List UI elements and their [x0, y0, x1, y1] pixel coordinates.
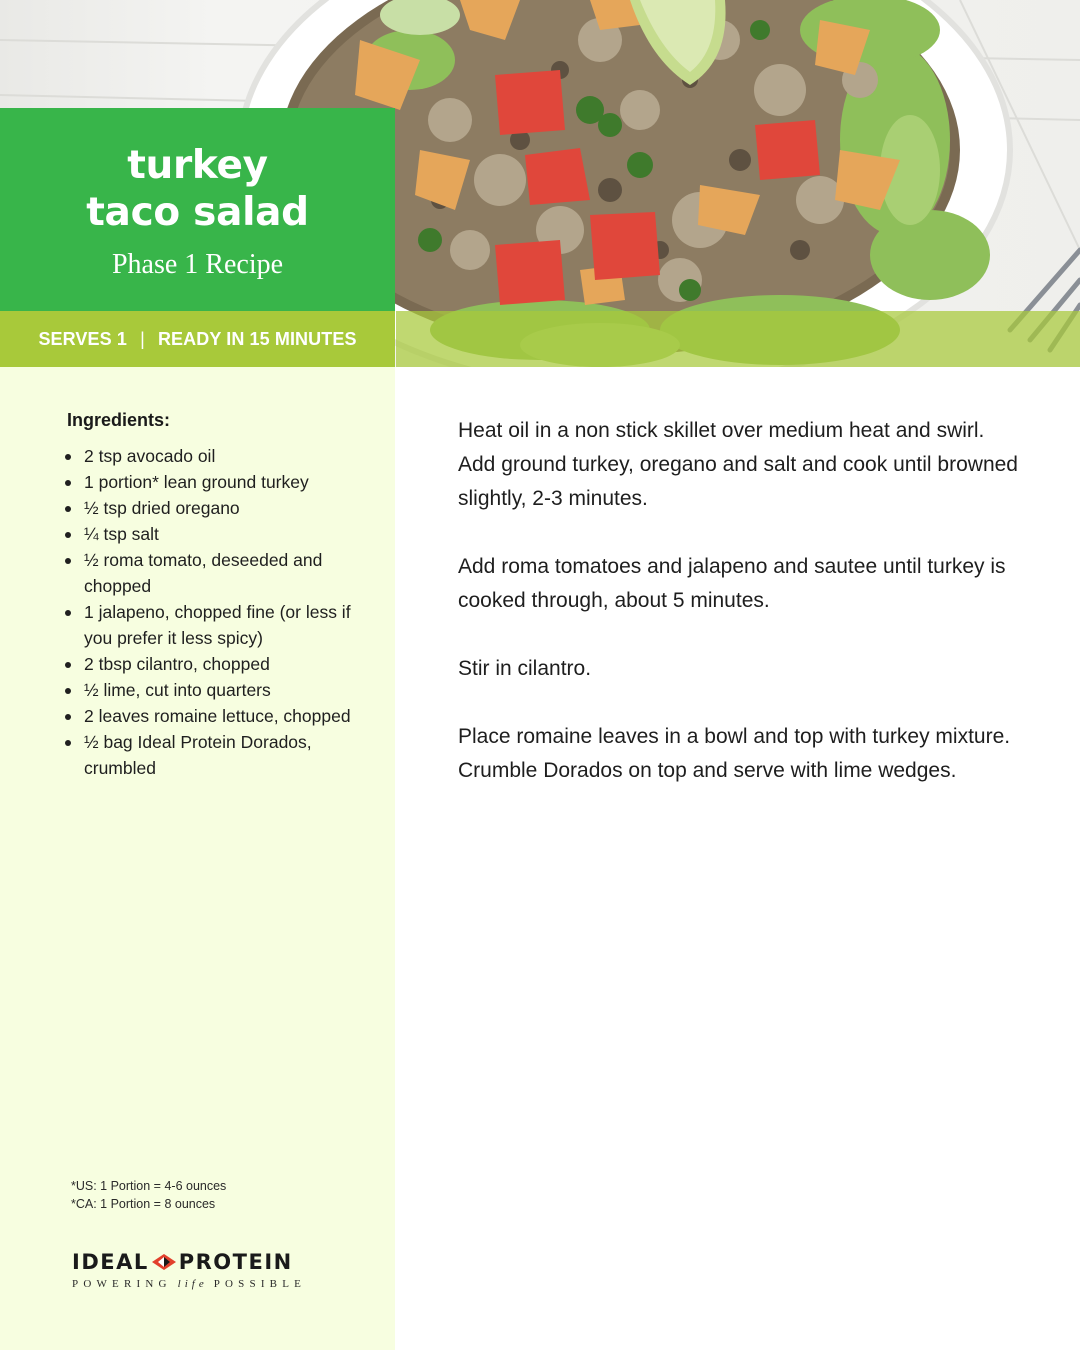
- meta-separator: |: [140, 329, 145, 349]
- logo-mark-icon: [151, 1253, 177, 1271]
- serves-count: SERVES 1: [38, 329, 127, 349]
- direction-step: Heat oil in a non stick skillet over medium heat and swirl. Add ground turkey, oregano and salt and cook until browned slightly, 2-3 minutes.: [458, 419, 1018, 510]
- ready-time: READY IN 15 MINUTES: [157, 329, 357, 349]
- ingredients-heading: Ingredients:: [67, 410, 171, 430]
- tagline-left: POWERING: [72, 1278, 172, 1290]
- bullet-icon: [65, 558, 71, 564]
- brand-tagline: [72, 1278, 306, 1290]
- bullet-icon: [65, 454, 71, 460]
- portion-footnotes: [71, 1177, 226, 1213]
- ingredient-item: [84, 521, 364, 547]
- bullet-icon: [65, 506, 71, 512]
- brand-name-left: IDEAL: [72, 1250, 149, 1274]
- ingredient-item: [84, 651, 364, 677]
- ingredient-text: 2 tbsp cilantro, chopped: [84, 654, 270, 674]
- bullet-icon: [65, 740, 71, 746]
- ingredient-item: [84, 469, 364, 495]
- ingredient-text: ½ bag Ideal Protein Dorados, crumbled: [84, 732, 312, 778]
- ingredient-text: 1 portion* lean ground turkey: [84, 472, 309, 492]
- title-panel: [0, 108, 395, 311]
- direction-step: Add roma tomatoes and jalapeno and sautee until turkey is cooked through, about 5 minutes.: [458, 555, 1006, 612]
- direction-step: Stir in cilantro.: [458, 657, 592, 680]
- ingredient-item: [84, 547, 364, 599]
- brand-name-right: PROTEIN: [178, 1250, 293, 1274]
- ingredient-item: [84, 677, 364, 703]
- brand-logo: [72, 1251, 306, 1290]
- ingredient-text: 2 tsp avocado oil: [84, 446, 216, 466]
- photo-overlay-band: [396, 311, 1080, 367]
- directions: [458, 414, 1018, 822]
- ingredient-text: 2 leaves romaine lettuce, chopped: [84, 706, 351, 726]
- ingredient-text: 1 jalapeno, chopped fine (or less if you prefer it less spicy): [84, 602, 351, 648]
- ingredient-item: [84, 703, 364, 729]
- footnote-ca: *CA: 1 Portion = 8 ounces: [71, 1197, 216, 1211]
- ingredient-item: [84, 495, 364, 521]
- ingredients-list: [84, 443, 364, 781]
- bullet-icon: [65, 662, 71, 668]
- ingredient-item: [84, 443, 364, 469]
- ingredient-item: [84, 729, 364, 781]
- tagline-mid: life: [177, 1278, 208, 1290]
- bullet-icon: [65, 532, 71, 538]
- recipe-subtitle: Phase 1 Recipe: [111, 249, 284, 280]
- bullet-icon: [65, 714, 71, 720]
- serves-info: [0, 311, 395, 367]
- footnote-us: *US: 1 Portion = 4-6 ounces: [71, 1179, 227, 1193]
- recipe-title-line-1: turkey: [127, 143, 268, 188]
- serves-bar: [0, 311, 1080, 367]
- tagline-right: POSSIBLE: [213, 1278, 307, 1290]
- bullet-icon: [65, 480, 71, 486]
- bullet-icon: [65, 688, 71, 694]
- ingredient-text: ½ tsp dried oregano: [84, 498, 240, 518]
- bullet-icon: [65, 610, 71, 616]
- ingredient-item: [84, 599, 364, 651]
- ingredient-text: ½ lime, cut into quarters: [84, 680, 271, 700]
- recipe-title-line-2: taco salad: [86, 190, 309, 235]
- ingredient-text: ¼ tsp salt: [84, 524, 159, 544]
- direction-step: Place romaine leaves in a bowl and top with turkey mixture. Crumble Dorados on top and serve with lime wedges.: [458, 725, 1011, 782]
- ingredients-panel: [0, 367, 395, 1350]
- ingredient-text: ½ roma tomato, deseeded and chopped: [84, 550, 323, 596]
